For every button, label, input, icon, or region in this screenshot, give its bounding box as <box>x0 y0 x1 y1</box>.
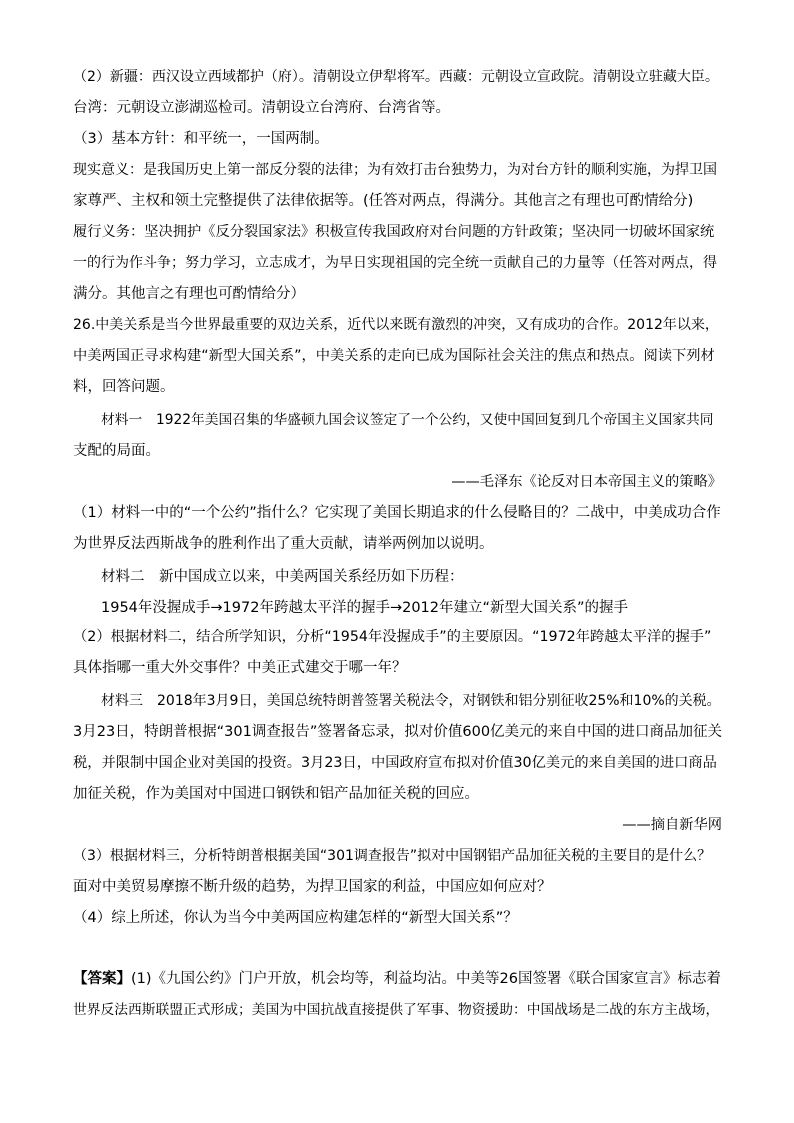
sub-question-4: （4）综上所述，你认为当今中美两国应构建怎样的“新型大国关系”？ <box>73 910 518 926</box>
text-line: 支配的局面。 <box>73 443 160 459</box>
material-two: 材料二 新中国成立以来，中美两国关系经历如下历程： <box>101 569 464 585</box>
material-three-source: ——摘自新华网 <box>622 817 722 833</box>
text-line: 现实意义：是我国历史上第一部反分裂的法律；为有效打击台独势力，为对台方针的顺利实施，为捍卫国 <box>73 162 717 178</box>
material-one: 材料一 1922年美国召集的华盛顿九国会议签定了一个公约，又使中国回复到几个帝国主义国家共同 <box>101 412 714 428</box>
text-line: 料，回答问题。 <box>73 379 175 395</box>
sub-question-1: （1）材料一中的“一个公约”指什么？它实现了美国长期追求的什么侵略目的？二战中，中美成功合作 <box>73 505 721 521</box>
text-line: 履行义务：坚决拥护《反分裂国家法》积极宣传我国政府对台问题的方针政策；坚决同一切破坏国家统 <box>73 224 715 240</box>
question-26-intro: 26.中美关系是当今世界最重要的双边关系，近代以来既有激烈的冲突，又有成功的合作。2012年以来， <box>73 317 719 333</box>
material-three: 材料三 2018年3月9日，美国总统特朗普签署关税法令，对钢铁和铝分别征收25%和10%的关税。 <box>101 693 721 709</box>
text-line: （3）基本方针：和平统一，一国两制。 <box>73 131 329 147</box>
text-line: 税，并限制中国企业对美国的投资。3月23日，中国政府宣布拟对价值30亿美元的来自美国的进口商品 <box>73 755 717 771</box>
text-line: （2）新疆：西汉设立西域都护（府）。清朝设立伊犁将军。西藏：元朝设立宣政院。清朝设立驻藏大臣。 <box>73 69 719 85</box>
text-line: 一的行为作斗争；努力学习，立志成才，为早日实现祖国的完全统一贡献自己的力量等（任答对两点，得 <box>73 255 717 271</box>
text-line: 面对中美贸易摩擦不断升级的趋势，为捍卫国家的利益，中国应如何应对？ <box>73 879 552 895</box>
text-line: 中美两国正寻求构建“新型大国关系”，中美关系的走向已成为国际社会关注的焦点和热点。阅读下列材 <box>73 348 715 364</box>
text-line: 台湾：元朝设立澎湖巡检司。清朝设立台湾府、台湾省等。 <box>73 100 450 116</box>
text-line: 为世界反法西斯战争的胜利作出了重大贡献，请举两例加以说明。 <box>73 536 494 552</box>
answer-text: (1)《九国公约》门户开放，机会均等，利益均沾。中美等26国签署《联合国家宣言》标志着 <box>131 971 721 987</box>
text-line: 家尊严、主权和领土完整提供了法律依据等。(任答对两点，得满分。其他言之有理也可酌情给分) <box>73 193 694 209</box>
text-line: 加征关税，作为美国对中国进口钢铁和铝产品加征关税的回应。 <box>73 786 479 802</box>
text-line: 满分。其他言之有理也可酌情给分） <box>73 286 305 302</box>
sub-question-2: （2）根据材料二，结合所学知识，分析“1954年没握成手”的主要原因。“1972年跨越太平洋的握手” <box>73 629 712 645</box>
text-line: 3月23日，特朗普根据“301调查报告”签署备忘录，拟对价值600亿美元的来自中国的进口商品加征关 <box>73 724 723 740</box>
answer-line <box>73 969 721 989</box>
answer-label: 【答案】 <box>73 971 131 987</box>
sub-question-3: （3）根据材料三，分析特朗普根据美国“301调查报告”拟对中国钢铝产品加征关税的主要目的是什么？ <box>73 848 712 864</box>
material-one-source: ——毛泽东《论反对日本帝国主义的策略》 <box>451 474 722 490</box>
text-line: 具体指哪一重大外交事件？中美正式建交于哪一年？ <box>73 660 407 676</box>
material-two-timeline: 1954年没握成手→1972年跨越太平洋的握手→2012年建立“新型大国关系”的握手 <box>101 600 629 616</box>
text-line: 世界反法西斯联盟正式形成；美国为中国抗战直接提供了军事、物资援助：中国战场是二战的东方主战场， <box>73 1002 720 1018</box>
